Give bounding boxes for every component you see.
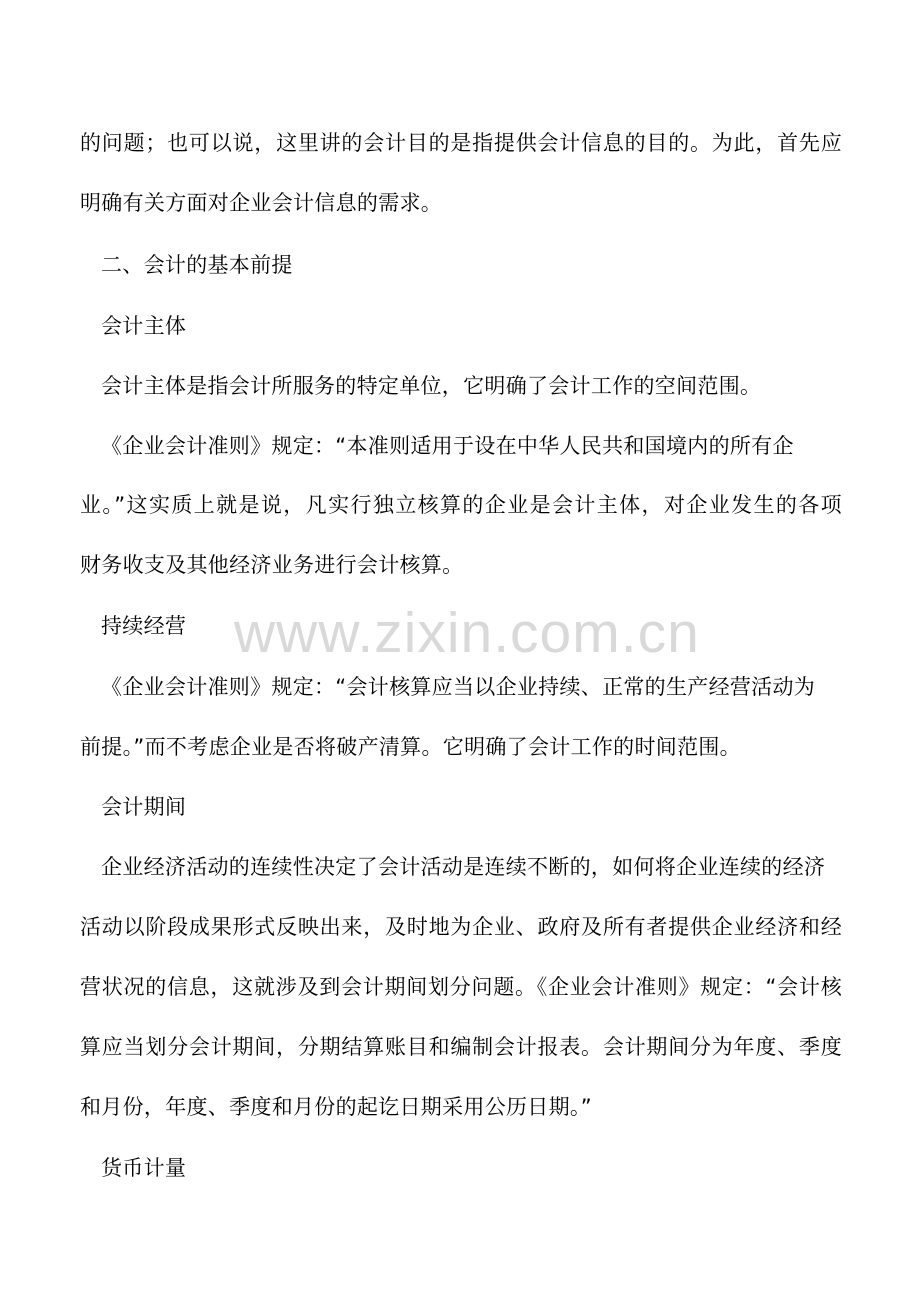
paragraph-line: 和月份，年度、季度和月份的起讫日期采用公历日期。”	[80, 1095, 592, 1119]
section-heading: 二、会计的基本前提	[101, 253, 293, 277]
paragraph-line: 算应当划分会计期间，分期结算账目和编制会计报表。会计期间分为年度、季度	[80, 1035, 842, 1059]
paragraph-line: 《企业会计准则》规定：“会计核算应当以企业持续、正常的生产经营活动为	[101, 675, 816, 699]
paragraph-line: 前提。”而不考虑企业是否将破产清算。它明确了会计工作的时间范围。	[80, 735, 741, 759]
subsection-heading: 货币计量	[101, 1156, 187, 1180]
paragraph-line: 明确有关方面对企业会计信息的需求。	[80, 191, 443, 215]
paragraph-line: 活动以阶段成果形式反映出来，及时地为企业、政府及所有者提供企业经济和经	[80, 915, 842, 939]
subsection-heading: 会计期间	[101, 795, 187, 819]
paragraph-line: 业。”这实质上就是说，凡实行独立核算的企业是会计主体，对企业发生的各项	[80, 493, 842, 517]
subsection-heading: 持续经营	[101, 614, 187, 638]
paragraph-line: 财务收支及其他经济业务进行会计核算。	[80, 553, 464, 577]
subsection-heading: 会计主体	[101, 314, 187, 338]
paragraph-line: 《企业会计准则》规定：“本准则适用于设在中华人民共和国境内的所有企	[101, 434, 794, 458]
watermark: www.zixin.com.cn	[234, 601, 700, 665]
paragraph-line: 的问题；也可以说，这里讲的会计目的是指提供会计信息的目的。为此，首先应	[80, 131, 842, 155]
paragraph-line: 企业经济活动的连续性决定了会计活动是连续不断的，如何将企业连续的经济	[101, 855, 826, 879]
paragraph-line: 营状况的信息，这就涉及到会计期间划分问题。《企业会计准则》规定：“会计核	[80, 975, 842, 999]
paragraph-line: 会计主体是指会计所服务的特定单位，它明确了会计工作的空间范围。	[101, 374, 762, 398]
